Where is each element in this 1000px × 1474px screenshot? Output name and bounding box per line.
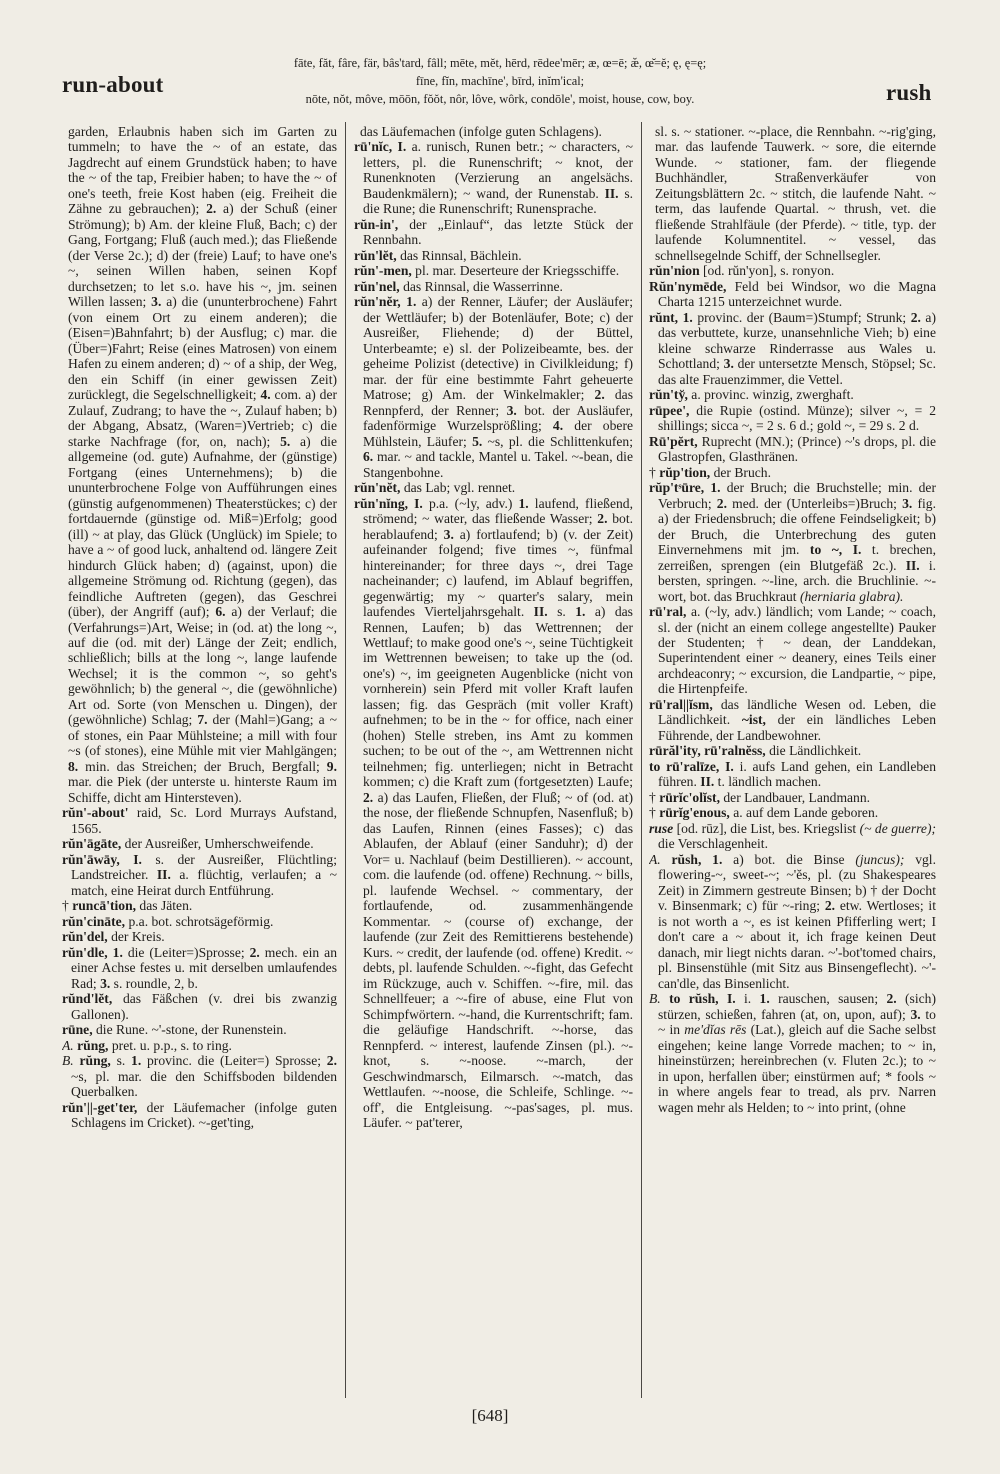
- entry-text: das ländliche Wesen od. Leben, die Ländlichkeit.: [658, 696, 936, 728]
- sense-number: 5.: [472, 433, 483, 449]
- dictionary-entry: [62, 929, 337, 944]
- sense-number: 7.: [197, 712, 208, 728]
- headword: rūrăl'ity, rū'ralnĕss,: [649, 743, 766, 759]
- headword: rŭn'nĕt,: [354, 480, 401, 496]
- sense-number: 2.: [597, 511, 608, 527]
- entry-text: a. provinc. winzig, zwerghaft.: [687, 387, 854, 403]
- dictionary-entry: [354, 248, 633, 263]
- sense-number: I.: [725, 758, 734, 774]
- entry-text: I. s. der Ausreißer, Flüchtling; Landstreicher. II. a. flüchtig, verlaufen; a ~ match, eine Heirat durch Entführung.: [71, 851, 337, 898]
- sense-number: 2.: [326, 1053, 337, 1069]
- entry-text: 1. a) bot. die Binse: [712, 851, 856, 867]
- dictionary-entry: [62, 991, 337, 1022]
- headword: rūrĭc'olĭst,: [659, 789, 720, 805]
- dictionary-entry: [649, 263, 936, 278]
- entry-text: die Ländlichkeit.: [765, 743, 862, 759]
- entry-text: [od. rŭn'yon], s. ronyon.: [699, 263, 835, 279]
- headword: rŭn'-about': [62, 805, 129, 821]
- dictionary-entry: [62, 1022, 337, 1037]
- dictionary-entry: [649, 759, 936, 790]
- entry-text: das Rinnsal, die Wasserrinne.: [399, 278, 563, 294]
- headword: Rū'pĕrt,: [649, 433, 698, 449]
- dictionary-entry: [649, 604, 936, 697]
- headword: rŭng,: [79, 1053, 111, 1069]
- entry-text: das Rinnsal, Bächlein.: [396, 247, 522, 263]
- italic-text: A.: [649, 851, 672, 867]
- sense-number: II.: [604, 185, 619, 201]
- italic-text: (~ de guerre);: [859, 820, 936, 836]
- dictionary-entry: [62, 1053, 337, 1099]
- dictionary-entry: [354, 294, 633, 480]
- sense-number: 1.: [518, 495, 529, 511]
- dictionary-entry: [354, 139, 633, 216]
- dictionary-entry: [354, 217, 633, 248]
- sense-number: 1.: [682, 309, 693, 325]
- entry-text: der Läufemacher (infolge guten Schlagens im Cricket). ~-get'ting,: [71, 1099, 337, 1130]
- headword: to rŭsh,: [669, 991, 719, 1007]
- sense-number: 2.: [910, 309, 921, 325]
- entry-text: I. t. brechen, zerreißen, sprengen (ein Blutgefäß 2c.). II. i. bersten, springen. ~-line, arch. die Bruchlinie. ~-wort, bot. das Bruchkraut: [658, 542, 936, 604]
- dictionary-entry: [649, 743, 936, 758]
- continued-entry: [62, 124, 337, 805]
- headword: rŭn'cināte,: [62, 913, 126, 929]
- sense-number: 3.: [902, 495, 913, 511]
- italic-text: B.: [649, 991, 670, 1007]
- dictionary-entry: [354, 496, 633, 1131]
- headword: rŭn'nĭng,: [354, 495, 409, 511]
- entry-text: der Bruch.: [710, 464, 771, 480]
- page-number: [648]: [471, 1406, 509, 1425]
- entry-text: vgl. flowering-~, sweet-~; ~'ĕs, pl. (zu Shakespeares Zeit) in Zimmern gestreute Binsen; b) † der Docht v. Binsenmark; c) für ~-ring; 2. etw. Wertloses; it is not worth a ~, es ist keinen Pfifferling wert; I don't care a ~ about it, ich frage keinen Deut danach, mir liegt nichts daran. ~'-bot'tomed chairs, pl. Binsenstühle (mit Sitz aus Binsengeflecht). ~'-can'dle, das Binsenlicht.: [658, 851, 936, 991]
- headword: runcā'tion,: [72, 898, 137, 914]
- entry-text: s. 1. provinc. die (Leiter=) Sprosse; 2. ~s, pl. mar. die den Schiffsboden bildenden Querbalken.: [71, 1053, 337, 1100]
- headword: ~ist,: [741, 712, 766, 728]
- dictionary-entry: [649, 403, 936, 434]
- sense-number: 3.: [151, 294, 162, 310]
- entry-text: I. i. aufs Land gehen, ein Landleben führen. II. t. ländlich machen.: [658, 758, 936, 790]
- dictionary-entry: [649, 279, 936, 310]
- headword: rū'nĭc,: [354, 139, 393, 155]
- entry-text: a. (~ly, adv.) ländlich; vom Lande; ~ coach, sl. der (nicht an einem college angestellte) Pauker der Studenten; † ~ dean, der Landdekan, Superintendent einer ~ deanery, eines Teils einer archdeaconry; ~ excursion, die Landpartie, ~ pipe, die Hirtenpfeife.: [658, 604, 936, 697]
- entry-text: Feld bei Windsor, wo die Magna Charta 1215 unterzeichnet wurde.: [658, 278, 936, 310]
- entry-text: I. p.a. (~ly, adv.) 1. laufend, fließend, strömend; ~ water, das fließende Wasser; 2. bot. herablaufend; 3. a) fortlaufend; b) (v. der Zeit) aufeinander folgend; five times ~, fünfmal hintereinander; for three days ~, drei Tage nacheinander; c) laufend, im Ablauf begriffen, gegenwärtig; my ~ quarter's salary, mein laufendes Vierteljahrsgehalt. II. s. 1. a) das Rennen, Laufen; b) das Wettrennen; der Wettlauf; to make good one's ~, seine Tüchtigkeit im Wettrennen beweisen; to take up the (od. one's) ~, im geeigneten Augenblicke (nicht von vornherein) sein Pferd mit voller Kraft laufen lassen; fig. das Gespräch (mit voller Kraft) aufnehmen; to be in the ~ for office, nach einer (hohen) Stelle streben, ins Amt zu kommen suchen; to be out of the ~, am Wettrennen nicht teilnehmen; fig. unterliegen; nicht in Betracht kommen; c) die Kraft zum (fortgesetzten) Laufe; 2. a) das Laufen, Fließen, der Fluß; ~ of (od. at) the nose, der fließende Schnupfen, Nasenfluß; b) das Laufen, Rinnen (eines Fasses); c) das Ablaufen, der Ablauf (einer Sanduhr); d) der Vor= u. Nachlauf (beim Destillieren). ~ account, com. die laufende (od. offene) Rechnung. ~ bills, pl. laufende Wechsel. ~ commentary, der fortlaufende, od. zusammenhängende Kommentar. ~ (course of) exchange, der laufende (zur Zeit des Remittierens bestehende) Kurs. ~ credit, der laufende (od. offene) Kredit. ~ debts, pl. laufende Schulden. ~-fight, das Gefecht im Rückzuge, auch v. Schiffen. ~-fire, mil. das Schnellfeuer; a ~-fire of abuse, eine Flut von Schimpfwörtern. ~-hand, die Kurrentschrift; fam. die geläufige Handschrift. ~-horse, das Rennpferd. ~ interest, laufende Zinsen (pl.). ~-knot, s. ~-noose. ~-march, der Geschwindmarsch, Eilmarsch. ~-match, das Wettlaufen. ~-noose, die Schleife, Schlinge. ~-off', die Entgleisung. ~-pas'sages, pl. mus. Läufer. ~ pat'terer,: [363, 495, 633, 1130]
- headword: rŭng,: [77, 1037, 109, 1053]
- sense-number: I.: [852, 542, 862, 558]
- dictionary-entry: [649, 387, 936, 402]
- headword: rŭn'del,: [62, 929, 108, 945]
- entry-text: der Ausreißer, Umherschweifende.: [121, 836, 314, 852]
- dictionary-entry: [62, 945, 337, 991]
- pronunciation-key: [180, 54, 820, 108]
- headword: rŭp'tˢūre,: [649, 480, 705, 496]
- sense-number: II.: [905, 557, 920, 573]
- entry-text: pl. mar. Deserteure der Kriegsschiffe.: [411, 263, 620, 279]
- sense-number: 3.: [723, 356, 734, 372]
- entry-text: das Jäten.: [136, 898, 193, 914]
- dictionary-entry: [649, 790, 936, 805]
- right-guide-word: rush: [886, 80, 932, 105]
- sense-number: 2.: [824, 898, 836, 914]
- entry-text: 1. die (Leiter=)Sprosse; 2. mech. ein an einer Achse festes u. mit derselben umlaufendes Rad; 3. s. roundle, 2, b.: [71, 944, 337, 991]
- headword: rū'ral||ĭsm,: [649, 696, 713, 712]
- headword: rŭnt,: [649, 309, 679, 325]
- pronunciation-key-line: fāte, făt, fâre, fär, bâs'tard, fâll; mēte, mĕt, hērd, rēdee'mēr; æ, œ=ē; æ̆, œ̆=ĕ; ę, ę=ę;: [293, 56, 707, 70]
- continued-entry: [649, 124, 936, 263]
- sense-number: 4.: [260, 387, 271, 403]
- sense-number: 2.: [206, 201, 217, 217]
- headword: rŭn'nĕr,: [354, 294, 401, 310]
- headword: rŭnd'lĕt,: [62, 991, 113, 1007]
- entry-text: †: [649, 789, 660, 805]
- entry-text: die Verschlagenheit.: [658, 836, 768, 852]
- sense-number: 1.: [712, 851, 723, 867]
- sense-number: 2.: [594, 387, 605, 403]
- entry-text: †: [62, 898, 73, 914]
- dictionary-entry: [649, 434, 936, 465]
- pronunciation-key-line: fīne, fĭn, machīne', bīrd, inĭm'ical;: [415, 74, 585, 88]
- sense-number: II.: [533, 604, 548, 620]
- entry-text: †: [649, 464, 660, 480]
- dictionary-entry: [62, 1038, 337, 1053]
- headword: rŭn'-men,: [354, 263, 412, 279]
- italic-text: A.: [62, 1037, 78, 1053]
- dictionary-entry: [649, 310, 936, 387]
- entry-text: Ruprecht (MN.); (Prince) ~'s drops, pl. die Glastropfen, Glasthränen.: [658, 433, 936, 465]
- sense-number: 6.: [215, 604, 226, 620]
- headword: rūne,: [62, 1022, 93, 1038]
- entry-text: der Kreis.: [107, 929, 165, 945]
- dictionary-entry: [354, 263, 633, 278]
- entry-text: a. auf dem Lande geboren.: [729, 805, 879, 821]
- headword: rŭn'āwāy,: [62, 851, 120, 867]
- sense-number: 1.: [759, 991, 770, 1007]
- continued-entry: [354, 124, 633, 139]
- column-divider: [641, 122, 642, 1398]
- headword: rŭn'dle,: [62, 944, 108, 960]
- entry-text: der ein ländliches Leben Führende, der Landbewohner.: [658, 712, 936, 743]
- headword: rŭn'nel,: [354, 278, 400, 294]
- italic-text: (herniaria glabra).: [799, 588, 904, 604]
- entry-text: I. a. runisch, Runen betr.; ~ characters, ~ letters, pl. die Runenschrift; ~ knot, der Runenknoten (Verzierung an angelsächs. Baudenkmälern); ~ wand, der Runenstab. II. s. die Rune; die Runenschrift; Runensprache.: [363, 139, 633, 217]
- sense-number: 3.: [506, 402, 517, 418]
- left-guide-word: run-about: [62, 72, 164, 97]
- entry-text: 1. a) der Renner, Läufer; der Ausläufer; der Wettläufer; b) der Botenläufer, Bote; c) der Ausreißer, Fliehende; d) der Büttel, Unterbeamte; e) sl. der Polizeibeamte, bes. der geheime Polizist (detective) in Civilkleidung; f) mar. der für eine bestimmte Fahrt geheuerte Matrose; g) Am. der Winkelmakler; 2. das Rennpferd, der Renner; 3. bot. der Ausläufer, fadenförmige Wurzelsprößling; 4. der obere Mühlstein, Läufer; 5. ~s, pl. die Schlittenkufen; 6. mar. ~ and tackle, Mantel u. Takel. ~-bean, die Stangenbohne.: [363, 294, 633, 480]
- entry-text: garden, Erlaubnis haben sich im Garten zu tummeln; to have the ~ of an estate, das Jagdrecht auf einem Grundstück haben; to have the ~ of the tap, Freibier haben; to have the ~ of one's teeth, freie Kost haben (eig. Freiheit die Zähne zu gebrauchen); 2. a) der Schuß (einer Strömung); b) Am. der kleine Fluß, Bach; c) der Gang, Fortgang; Fluß (auch med.); das Fließende (der Verse 2c.); d) der (freie) Lauf; to have one's ~, seinen Willen haben, seinen Kopf durchsetzen; to let s.o. have his ~, jm. seinen Willen lassen; 3. a) die (ununterbrochene) Fahrt (von einem Ort zu einem anderen); die (Eisen=)Bahnfahrt; b) der Ausflug; c) mar. die (Über=)Fahrt; Reise (eines Matrosen) von einem Hafen zu einem anderen; d) ~ of a ship, der Weg, den ein Schiff (in einer gewissen Zeit) zurücklegt, die Segelschnelligkeit; 4. com. a) der Zulauf, Zudrang; to have the ~, Zulauf haben; b) der Abgang, Absatz, (Waren=)Vertrieb; c) die starke Nachfrage (for, on, nach); 5. a) die allgemeine (od. gute) Aufnahme, der (günstige) Fortgang (eines Unternehmens); b) die ununterbrochene Folge von Aufführungen eines (günstig aufgenommenen) Theaterstückes; c) der fortdauernde (günstige od. Miß=)Erfolg; good (ill) ~ at play, das Glück (Unglück) im Spiele; to have a ~ of good luck, anhaltend od. längere Zeit hindurch Glück haben; d) (against, upon) die allgemeine Strömung od. Richtung (gegen), das feindliche Auftreten (gegen), das Geschrei (über), der Angriff (auf); 6. a) der Verlauf; die (Verfahrungs=)Art, Weise; in (od. at) the long ~, auf die (od. mit der) Länge der Zeit; endlich, schließlich; bills at the long ~, lange laufende Wechsel; it is the common ~, so geht's gewöhnlich; b) the general ~, die (gewöhnliche) Art od. Sorte (von Menschen u. Dingen), der (gewöhnliche) Schlag; 7. der (Mahl=)Gang; a ~ of stones, ein Paar Mühlsteine; a mill with four ~s (of stones), eine Mühle mit vier Mahlgängen; 8. min. das Streichen; der Bruch, Bergfall; 9. mar. die Piek (der unterste u. hinterste Raum im Schiffe, dicht am Hintersteven).: [68, 124, 337, 805]
- sense-number: 3.: [443, 526, 454, 542]
- text-column-left: [62, 124, 337, 1396]
- dictionary-entry: [62, 836, 337, 851]
- headword: Rŭn'nymēde,: [649, 278, 727, 294]
- dictionary-entry: [62, 1100, 337, 1131]
- dictionary-entry: [649, 821, 936, 852]
- text-column-right: [649, 124, 936, 1396]
- headword: rŭn'āgāte,: [62, 836, 122, 852]
- headword: rŭn'||-get'ter,: [62, 1099, 138, 1115]
- headword: rū'ral,: [649, 604, 687, 620]
- sense-number: I.: [397, 139, 407, 155]
- entry-text: pret. u. p.p., s. to ring.: [108, 1037, 232, 1053]
- headword: rūrĭg'enous,: [659, 805, 730, 821]
- sense-number: II.: [156, 867, 171, 883]
- dictionary-entry: [62, 898, 337, 913]
- sense-number: 5.: [280, 433, 291, 449]
- sense-number: 1.: [575, 604, 586, 620]
- headword: rŭsh,: [671, 851, 702, 867]
- headword: to ~,: [809, 542, 843, 558]
- headword: rŭn'nion: [649, 263, 700, 279]
- entry-text: sl. s. ~ stationer. ~-place, die Rennbahn. ~-rig'ging, mar. das laufende Tauwerk. ~ sore, die eiternde Wunde. ~ stationer, fam. der fliegende Buchhändler, Straßenverkäufer von Zeitungsblättern 2c. ~ stitch, die laufende Naht. ~ term, das laufende Quartal. ~ thrush, vet. die fließende Strahlfäule (der Pferde). ~ title, typ. der laufende Kolumnentitel. ~ vessel, das schnellsegelnde Schiff, der Schnellsegler.: [655, 124, 936, 263]
- headword: rŭn-in',: [354, 216, 399, 232]
- sense-number: 8.: [68, 758, 79, 774]
- entry-text: raid, Sc. Lord Murrays Aufstand, 1565.: [71, 805, 337, 836]
- entry-text: p.a. bot. schrotsägeförmig.: [125, 913, 274, 929]
- column-divider: [345, 122, 346, 1398]
- sense-number: 3.: [100, 975, 111, 991]
- dictionary-entry: [62, 914, 337, 929]
- headword: rŭp'tion,: [659, 464, 711, 480]
- sense-number: 2.: [249, 944, 260, 960]
- headword: rūpee',: [649, 402, 690, 418]
- entry-text: die Rupie (ostind. Münze); silver ~, = 2 shillings; sicca ~, = 2 s. 6 d.; gold ~, = 29 s. 2 d.: [658, 402, 936, 434]
- dictionary-entry: [649, 805, 936, 820]
- dictionary-entry: [62, 852, 337, 898]
- entry-text: 1. der Bruch; die Bruchstelle; min. der Verbruch; 2. med. der (Unterleibs=)Bruch; 3. fig. a) der Friedensbruch; die offene Feindseligkeit; b) der Bruch, die Unterbrechung des guten Einvernehmens mit jm.: [658, 480, 936, 558]
- entry-text: 1. provinc. der (Baum=)Stumpf; Strunk; 2. a) das verbuttete, kurze, unansehnliche Vieh; b) eine kleine schwarze Rinderrasse aus Wales u. Schottland; 3. der untersetzte Mensch, Stöpsel; Sc. das alte Frauenzimmer, die Vettel.: [658, 309, 936, 387]
- sense-number: 1.: [112, 944, 123, 960]
- entry-text: [od. rūz], die List, bes. Kriegslist: [673, 820, 860, 836]
- italic-text: (juncus);: [855, 851, 905, 867]
- dictionary-entry: [354, 480, 633, 495]
- sense-number: I.: [726, 991, 736, 1007]
- sense-number: 4.: [552, 418, 564, 434]
- sense-number: II.: [700, 774, 715, 790]
- sense-number: 3.: [910, 1006, 921, 1022]
- dictionary-entry: [354, 279, 633, 294]
- pronunciation-key-line: nōte, nŏt, môve, mōōn, fŏŏt, nôr, lôve, wôrk, condōle', moist, house, cow, boy.: [305, 92, 695, 106]
- dictionary-entry: [649, 697, 936, 743]
- sense-number: 1.: [710, 480, 721, 496]
- entry-text: der Landbauer, Landmann.: [719, 789, 871, 805]
- sense-number: 1.: [131, 1053, 142, 1069]
- entry-text: der „Einlauf“, das letzte Stück der Rennbahn.: [363, 216, 633, 248]
- sense-number: I.: [133, 851, 142, 867]
- sense-number: 2.: [363, 789, 374, 805]
- headword: to rū'ralīze,: [649, 758, 720, 774]
- entry-text: (Lat.), gleich auf die Sache selbst eingehen; keine lange Vorrede machen; to ~ in, hineinstürzen; hereinbrechen (v. Fluten 2c.); to ~ in upon, herfallen über; einstürmen auf; * fools ~ in where angels fear to tread, als prv. Narren wagen mehr als Helden; to ~ into print, (ohne: [658, 1022, 936, 1115]
- text-column-middle: [354, 124, 633, 1396]
- dictionary-entry: [62, 805, 337, 836]
- sense-number: 2.: [886, 991, 897, 1007]
- sense-number: 1.: [406, 294, 417, 310]
- dictionary-entry: [649, 991, 936, 1115]
- entry-text: das Läufemachen (infolge guten Schlagens).: [360, 124, 602, 139]
- entry-text: die Rune. ~'-stone, der Runenstein.: [92, 1022, 287, 1038]
- sense-number: I.: [414, 495, 423, 511]
- sense-number: 2.: [716, 495, 727, 511]
- entry-text: I. i. 1. rauschen, sausen; 2. (sich) stürzen, schießen, fahren (at, on, upon, auf); 3. to ~ in: [658, 991, 936, 1038]
- dictionary-entry: [649, 465, 936, 480]
- headword: rŭn'ty̆,: [649, 387, 688, 403]
- sense-number: 6.: [363, 449, 374, 465]
- headword: rŭn'lĕt,: [354, 247, 397, 263]
- entry-text: das Fäßchen (v. drei bis zwanzig Gallonen).: [71, 991, 337, 1022]
- entry-text: †: [649, 805, 660, 821]
- sense-number: 9.: [326, 758, 337, 774]
- italic-text: me'dĭas rēs: [684, 1022, 747, 1038]
- entry-text: das Lab; vgl. rennet.: [400, 480, 516, 496]
- italic-text: ruse: [649, 820, 674, 836]
- italic-text: B.: [62, 1053, 80, 1069]
- dictionary-entry: [649, 852, 936, 991]
- dictionary-entry: [649, 480, 936, 604]
